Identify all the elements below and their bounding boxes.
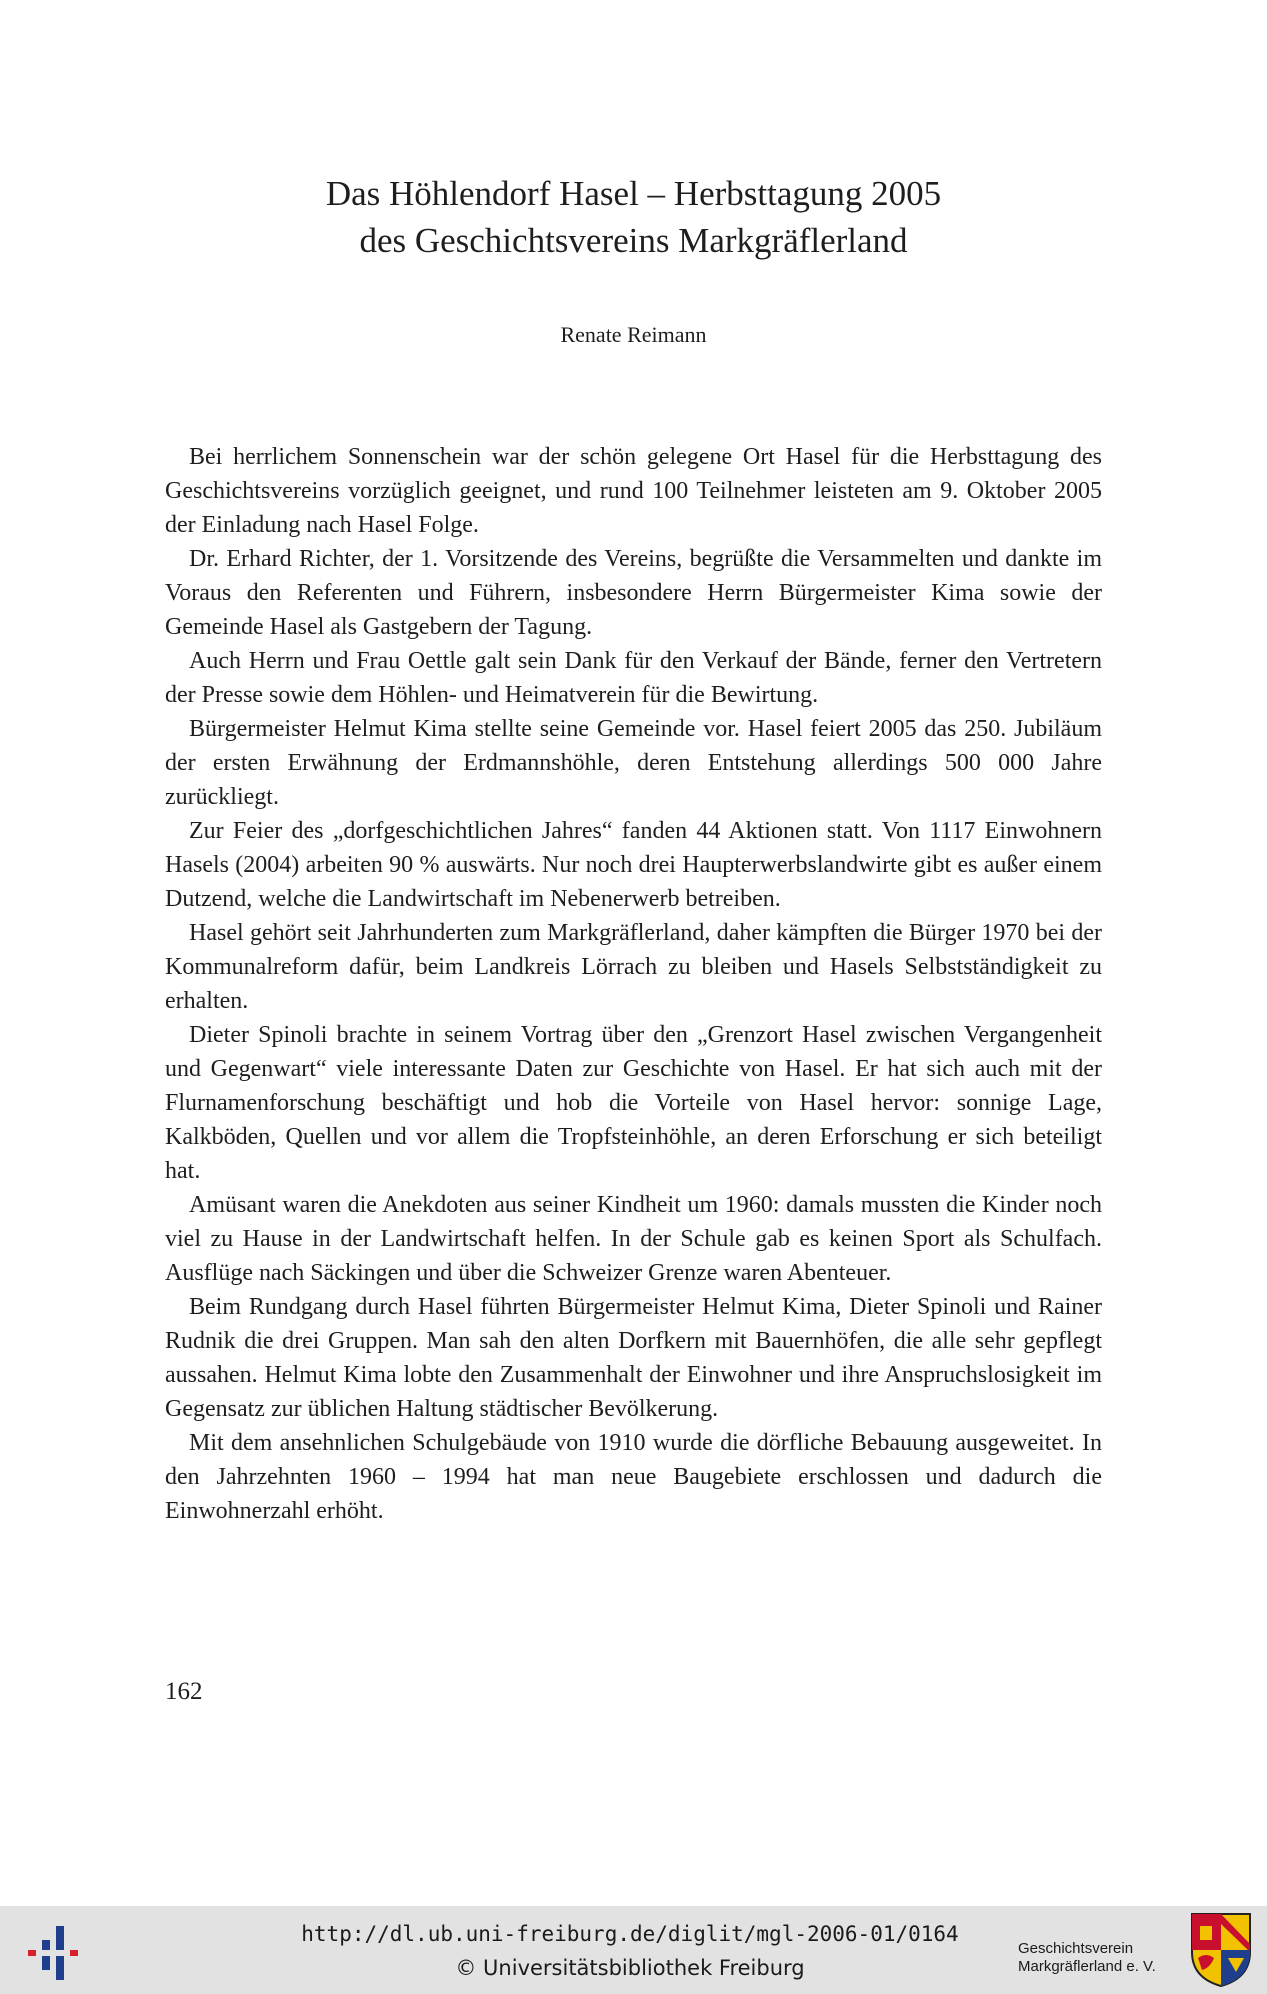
paragraph: Dr. Erhard Richter, der 1. Vorsitzende des Vereins, begrüßte die Versammelten und dankte im Voraus den Referenten und Führern, insbesondere Herrn Bürgermeister Kima sowie der Gemeinde Hasel als Gastgebern der Tagung. — [165, 546, 1102, 640]
paragraph: Hasel gehört seit Jahrhunderten zum Markgräflerland, daher kämpften die Bürger 1970 bei der Kommunalreform dafür, beim Landkreis Lörrach zu bleiben und Hasels Selbstständigkeit zu erhalten. — [165, 920, 1102, 1014]
copyright-notice: © Universitätsbibliothek Freiburg — [455, 1956, 805, 1980]
society-line-2: Markgräflerland e. V. — [1018, 1958, 1156, 1975]
paragraph: Bürgermeister Helmut Kima stellte seine Gemeinde vor. Hasel feiert 2005 das 250. Jubiläum der ersten Erwähnung der Erdmannshöhle, deren Entstehung allerdings 500 000 Jahre zurückliegt. — [165, 716, 1102, 810]
paragraph: Amüsant waren die Anekdoten aus seiner Kindheit um 1960: damals mussten die Kinder noch viel zu Hause in der Landwirtschaft helfen. In der Schule gab es keinen Sport als Schulfach. Ausflüge nach Säckingen und über die Schweizer Grenze waren Abenteuer. — [165, 1192, 1102, 1286]
society-name — [1018, 1940, 1194, 1976]
author-name: Renate Reimann — [560, 322, 707, 347]
paragraph: Beim Rundgang durch Hasel führten Bürgermeister Helmut Kima, Dieter Spinoli und Rainer Rudnik die drei Gruppen. Man sah den alten Dorfkern mit Bauernhöfen, die alle sehr gepflegt aussahen. Helmut Kima lobte den Zusammenhalt der Einwohner und ihre Anspruchslosigkeit im Gegensatz zur üblichen Haltung städtischer Bevölkerung. — [165, 1294, 1102, 1422]
paragraph: Dieter Spinoli brachte in seinem Vortrag über den „Grenzort Hasel zwischen Vergangenheit und Gegenwart“ viele interessante Daten zur Geschichte von Hasel. Er hat sich auch mit der Flurnamenforschung beschäftigt und hob die Vorteile von Hasel hervor: sonnige Lage, Kalkböden, Quellen und vor allem die Tropfsteinhöhle, an deren Erforschung er sich beteiligt hat. — [165, 1022, 1102, 1184]
footer-bar — [0, 1906, 1267, 1994]
paragraph: Auch Herrn und Frau Oettle galt sein Dank für den Verkauf der Bände, ferner den Vertretern der Presse sowie dem Höhlen- und Heimatverein für die Bewirtung. — [165, 648, 1102, 708]
ub-freiburg-logo-icon[interactable] — [28, 1926, 82, 1980]
coat-of-arms-icon — [1190, 1912, 1252, 1988]
paragraph: Mit dem ansehnlichen Schulgebäude von 1910 wurde die dörfliche Bebauung ausgeweitet. In den Jahrzehnten 1960 – 1994 hat man neue Baugebiete erschlossen und dadurch die Einwohnerzahl erhöht. — [165, 1430, 1102, 1524]
article-body — [165, 440, 1102, 1528]
title-line-2: des Geschichtsvereins Markgräflerland — [359, 221, 908, 260]
page-title — [0, 170, 1267, 264]
document-url[interactable]: http://dl.ub.uni-freiburg.de/diglit/mgl-2006-01/0164 — [301, 1922, 959, 1946]
society-line-1: Geschichtsverein — [1018, 1940, 1134, 1957]
page-number: 162 — [165, 1678, 203, 1705]
title-line-1: Das Höhlendorf Hasel – Herbsttagung 2005 — [325, 174, 942, 213]
paragraph: Bei herrlichem Sonnenschein war der schön gelegene Ort Hasel für die Herbsttagung des Geschichtsvereins vorzüglich geeignet, und rund 100 Teilnehmer leisteten am 9. Oktober 2005 der Einladung nach Hasel Folge. — [165, 444, 1102, 538]
paragraph: Zur Feier des „dorfgeschichtlichen Jahres“ fanden 44 Aktionen statt. Von 1117 Einwohnern Hasels (2004) arbeiten 90 % auswärts. Nur noch drei Haupterwerbslandwirte gibt es außer einem Dutzend, welche die Landwirtschaft im Nebenerwerb betreiben. — [165, 818, 1102, 912]
